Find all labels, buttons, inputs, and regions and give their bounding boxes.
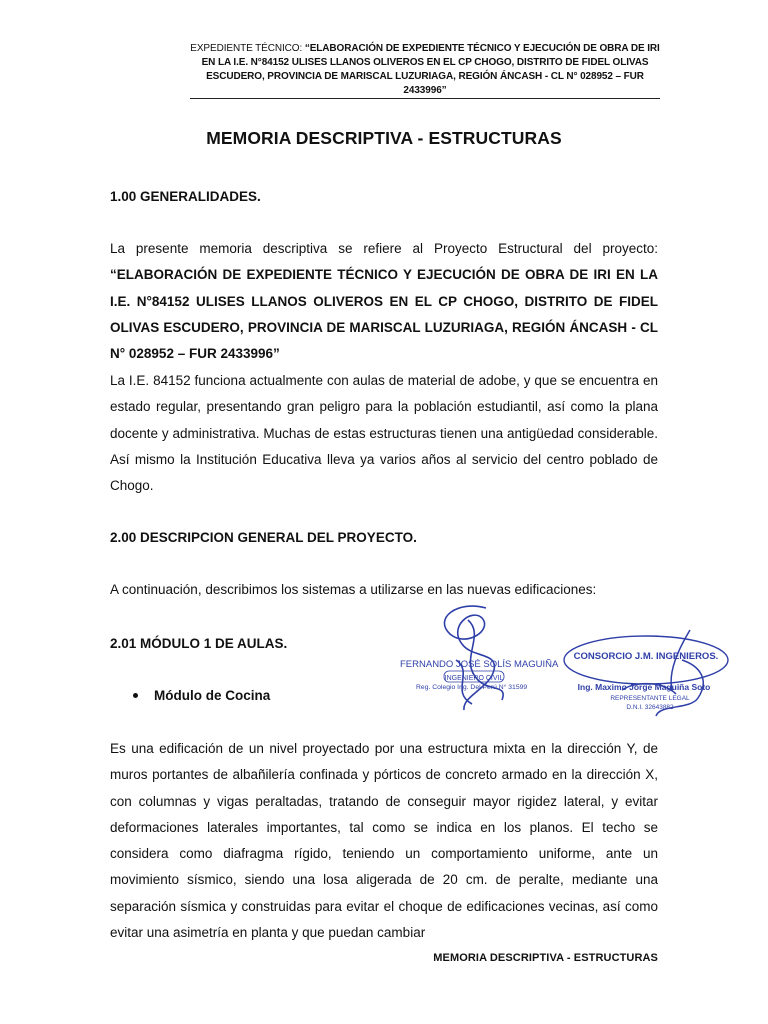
page-footer: MEMORIA DESCRIPTIVA - ESTRUCTURAS: [433, 952, 658, 964]
representative-title: REPRESENTANTE LEGAL: [610, 695, 690, 702]
engineer-title: INGENIERO CIVIL: [444, 675, 504, 682]
section-heading-generalidades: 1.00 GENERALIDADES.: [110, 189, 261, 204]
consortium-name: CONSORCIO J.M. INGENIEROS.: [573, 651, 719, 662]
header-project-title: “ELABORACIÓN DE EXPEDIENTE TÉCNICO Y EJECUCIÓN DE OBRA DE IRI EN LA I.E. N°84152 ULISES LLANOS OLIVEROS EN EL CP CHOGO, DISTRITO DE FIDEL OLIVAS ESCUDERO, PROVINCIA DE MARISCAL LUZURIAGA, REGIÓN ÁNCASH - CL N° 028952 – FUR 2433996”: [201, 43, 660, 96]
paragraph-sistemas: A continuación, describimos los sistemas a utilizarse en las nuevas edificaciones:: [110, 582, 597, 597]
representative-dni: D.N.I. 32643882: [626, 704, 674, 711]
paragraph-generalidades: [110, 236, 658, 367]
section-heading-modulo-1: 2.01 MÓDULO 1 DE AULAS.: [110, 636, 288, 651]
bullet-icon: [133, 693, 138, 698]
paragraph-ie-description: La I.E. 84152 funciona actualmente con aulas de material de adobe, y que se encuentra en estado regular, presentando gran peligro para la población estudiantil, así como la plana docente y administrativa. Muchas de estas estructuras tienen una antigüedad considerable. Así mismo la Institución Educativa lleva ya varios años al servicio del centro poblado de Chogo.: [110, 373, 658, 494]
section-heading-descripcion: 2.00 DESCRIPCION GENERAL DEL PROYECTO.: [110, 530, 417, 545]
paragraph-intro: La presente memoria descriptiva se refiere al Proyecto Estructural del proyecto:: [110, 241, 658, 256]
bullet-label: Módulo de Cocina: [154, 688, 271, 703]
engineer-registration: Reg. Colegio Ing. Del Perú N° 31599: [416, 684, 528, 691]
engineer-name: FERNANDO JOSÉ SOLÍS MAGUIÑA: [400, 659, 559, 670]
list-item-modulo-cocina: [133, 688, 270, 703]
document-title: MEMORIA DESCRIPTIVA - ESTRUCTURAS: [206, 128, 562, 148]
engineer-signature-stamp: [398, 600, 559, 725]
consortium-stamp: [560, 620, 732, 730]
representative-name: Ing. Maximo Jorge Maguiña Soto: [577, 682, 711, 692]
header-divider: [190, 98, 660, 99]
paragraph-modulo-description: Es una edificación de un nivel proyectado por una estructura mixta en la dirección Y, de muros portantes de albañilería confinada y pórticos de concreto armado en la dirección X, con columnas y vigas peraltadas, tratando de conseguir mayor rigidez lateral, y evitar deformaciones laterales importantes, tal como se indica en los planos. El techo se considera como diafragma rígido, teniendo un comportamiento uniforme, ante un movimiento sísmico, siendo una losa aligerada de 20 cm. de peralte, mediante una separación sísmica y construidas para evitar el choque de edificaciones vecinas, así como evitar una asimetría en planta y que puedan cambiar: [110, 741, 658, 941]
page-header: [190, 42, 660, 98]
header-label: EXPEDIENTE TÉCNICO:: [190, 43, 305, 54]
project-name: “ELABORACIÓN DE EXPEDIENTE TÉCNICO Y EJECUCIÓN DE OBRA DE IRI EN LA I.E. N°84152 ULISES LLANOS OLIVEROS EN EL CP CHOGO, DISTRITO DE FIDEL OLIVAS ESCUDERO, PROVINCIA DE MARISCAL LUZURIAGA, REGIÓN ÁNCASH - CL N° 028952 – FUR 2433996”: [110, 267, 658, 362]
